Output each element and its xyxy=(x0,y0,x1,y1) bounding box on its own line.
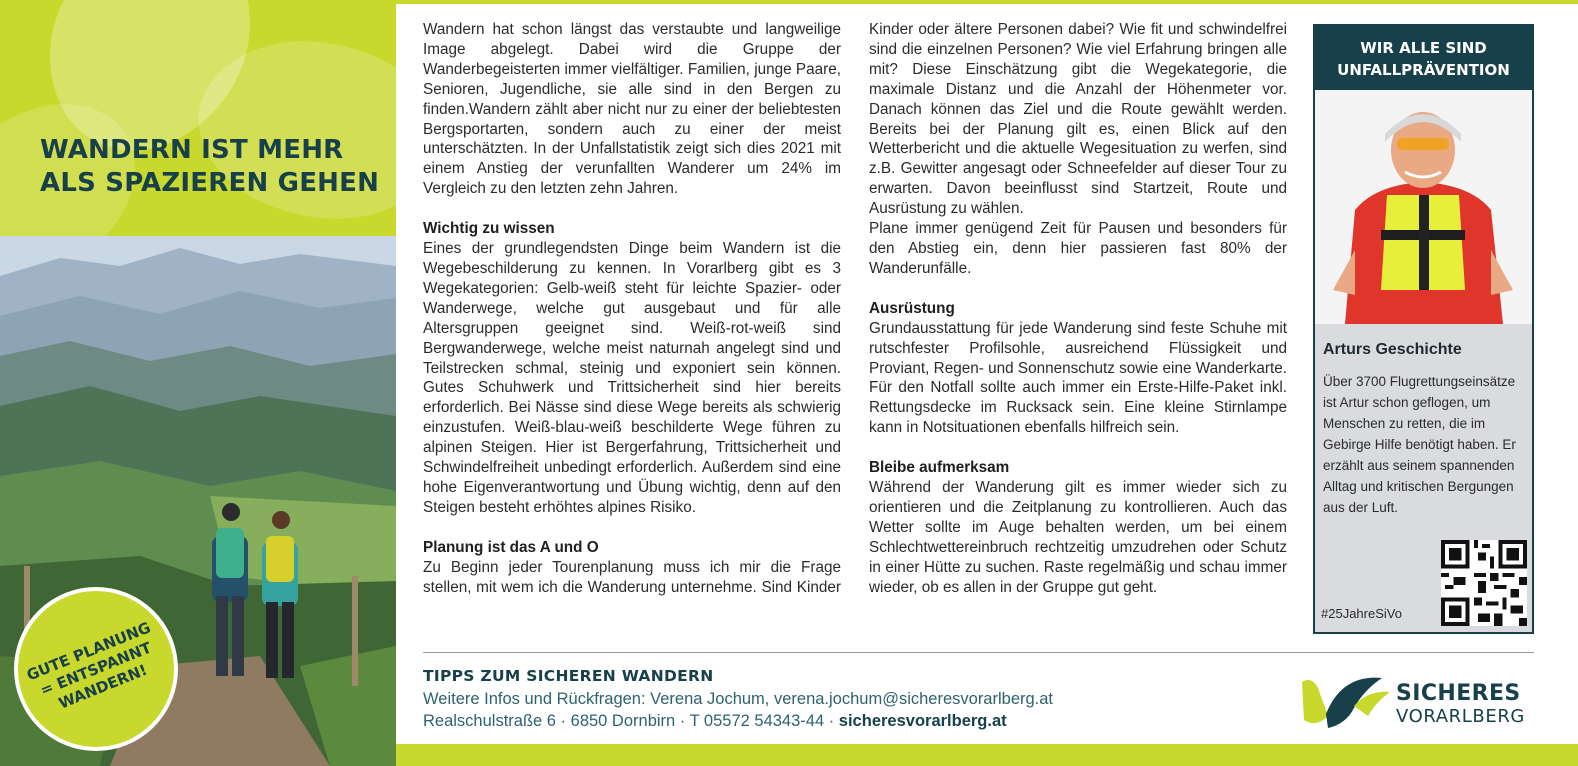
story-text: Über 3700 Flugrettungseinsätze ist Artur schon geflogen, um Menschen zu retten, die im Gebirge Hilfe benötigt haben. Er erzählt aus seinem spannenden Alltag und kritischen Bergungen aus der Luft. xyxy=(1323,374,1516,515)
article-column-2 xyxy=(869,20,1287,597)
qr-code-icon[interactable] xyxy=(1441,540,1527,626)
left-panel xyxy=(0,0,396,766)
section-text-planung: Zu Beginn jeder Tourenplanung muss ich mir die Frage stellen, mit wem ich die Wanderung unternehme. Sind Kinder xyxy=(423,558,841,596)
section-heading-aufmerksam: Bleibe aufmerksam xyxy=(869,459,1010,477)
sicheres-vorarlberg-logo xyxy=(1298,668,1534,732)
story-title: Arturs Geschichte xyxy=(1323,341,1462,358)
footer-divider xyxy=(423,652,1534,653)
sidebar-header xyxy=(1315,26,1532,90)
rescuer-portrait xyxy=(1315,90,1532,324)
headline-line-1: WANDERN IST MEHR xyxy=(40,135,344,165)
logo-word-1: SICHERES xyxy=(1396,681,1521,706)
article-column-1 xyxy=(423,20,841,598)
address-line xyxy=(423,712,1007,731)
planning-badge xyxy=(14,587,178,751)
intro-paragraph: Wandern hat schon längst das verstaubte und langweilige Image abgelegt. Dabei wird die Gruppe der Wanderbegeisterten immer vielfältiger. Familien, junge Paare, Senioren, Jugendliche, sie alle sind in den Bergen zu finden.Wandern zählt aber nicht nur zu einer der beliebtesten Bergsportarten, sondern auch zu einer der meist unterschätzten. In der Unfallstatistik zeigt sich dies 2021 mit einem Anstieg der verunfallten Wanderer um 24% im Vergleich zu den letzten zehn Jahren. xyxy=(423,21,841,198)
section-heading-ausruestung: Ausrüstung xyxy=(869,299,955,317)
section-text-aufmerksam: Während der Wanderung gilt es immer wieder sich zu orientieren und die Zeitplanung zu kontrollieren. Auch das Wetter sollte im Auge behalten werden, um bei einem Schlechtwettereinbruch rechtzeitig umzudrehen oder Schutz in einer Hütte zu suchen. Raste regelmäßig und schau immer wieder, ob es allen in der Gruppe gut geht. xyxy=(869,479,1287,596)
top-accent-bar xyxy=(396,0,1578,4)
section-text-wichtig: Eines der grundlegendsten Dinge beim Wandern ist die Wegebeschilderung zu kennen. In Vorarlberg gibt es 3 Wegekategorien: Gelb-weiß steht für leichte Spazier- oder Wanderwege, welche gut ausgebaut und für alle Altersgruppen geeignet sind. Weiß-rot-weiß sind Bergwanderwege, welche meist naturnah angelegt sind und Teilstrecken schmal, steinig und exponiert sein können. Gutes Schuhwerk und Trittsicherheit sind hier bereits erforderlich. Bei Nässe sind diese Wege bereits als schwierig einzustufen. Weiß-blau-weiß beschilderte Wege führen zu alpinen Steigen. Hier ist Bergerfahrung, Trittsicherheit und Schwindelfreiheit unbedingt erforderlich. Außerdem sind eine hohe Eigenverantwortung und Übung wichtig, denn auf den Steigen besteht erhöhtes alpines Risiko. xyxy=(423,240,841,516)
hashtag: #25JahreSiVo xyxy=(1321,606,1402,621)
section-text-planung-2: Plane immer genügend Zeit für Pausen und besonders für den Abstieg ein, denn hier passieren fast 80% der Wanderunfälle. xyxy=(869,220,1287,277)
badge-text: GUTE PLANUNG = ENTSPANNT WANDERN! xyxy=(24,617,154,713)
footer-title: TIPPS ZUM SICHEREN WANDERN xyxy=(423,667,714,685)
sidebar-header-line-2: UNFALLPRÄVENTION xyxy=(1337,61,1510,79)
website-link[interactable]: sicheresvorarlberg.at xyxy=(838,712,1007,730)
headline-line-2: ALS SPAZIEREN GEHEN xyxy=(40,168,380,198)
logo-word-2: VORARLBERG xyxy=(1396,706,1525,727)
headline xyxy=(40,134,380,200)
section-heading-planung: Planung ist das A und O xyxy=(423,538,599,556)
address-text: Realschulstraße 6 · 6850 Dornbirn · T 05572 54343-44 · xyxy=(423,712,839,730)
sidebar-header-line-1: WIR ALLE SIND xyxy=(1360,39,1487,57)
section-text-ausruestung: Grundausstattung für jede Wanderung sind feste Schuhe mit rutschfester Profilsohle, ausreichend Flüssigkeit und Proviant, Regen- und Sonnenschutz sowie eine Wanderkarte. Für den Notfall sollte auch immer ein Erste-Hilfe-Paket inkl. Rettungsdecke im Rucksack sein. Eine kleine Stirnlampe kann in Notsituationen ebenfalls hilfreich sein. xyxy=(869,319,1287,437)
bottom-accent-bar xyxy=(396,744,1578,766)
header-block xyxy=(0,0,396,236)
story-sidebar xyxy=(1313,24,1534,634)
section-heading-wichtig: Wichtig zu wissen xyxy=(423,220,555,238)
logo-mark-icon xyxy=(1298,668,1396,732)
section-text-planung-cont: Kinder oder ältere Personen dabei? Wie fit und schwindelfrei sind die einzelnen Personen? Wie viel Erfahrung bringen alle mit? Diese Einschätzung gibt die Wegekategorie, die maximale Distanz und die Anzahl der Höhenmeter vor. Danach können das Ziel und die Route gewählt werden. Bereits bei der Planung gilt es, einen Blick auf den Wetterbericht und die aktuelle Wegesituation zu werfen, sind z.B. Gewitter angesagt oder Schneefelder auf dieser Tour zu erwarten. Davon beeinflusst sind Startzeit, Route und Ausrüstung zu wählen. xyxy=(869,21,1287,218)
contact-line: Weitere Infos und Rückfragen: Verena Jochum, verena.jochum@sicheresvorarlberg.at xyxy=(423,690,1054,708)
